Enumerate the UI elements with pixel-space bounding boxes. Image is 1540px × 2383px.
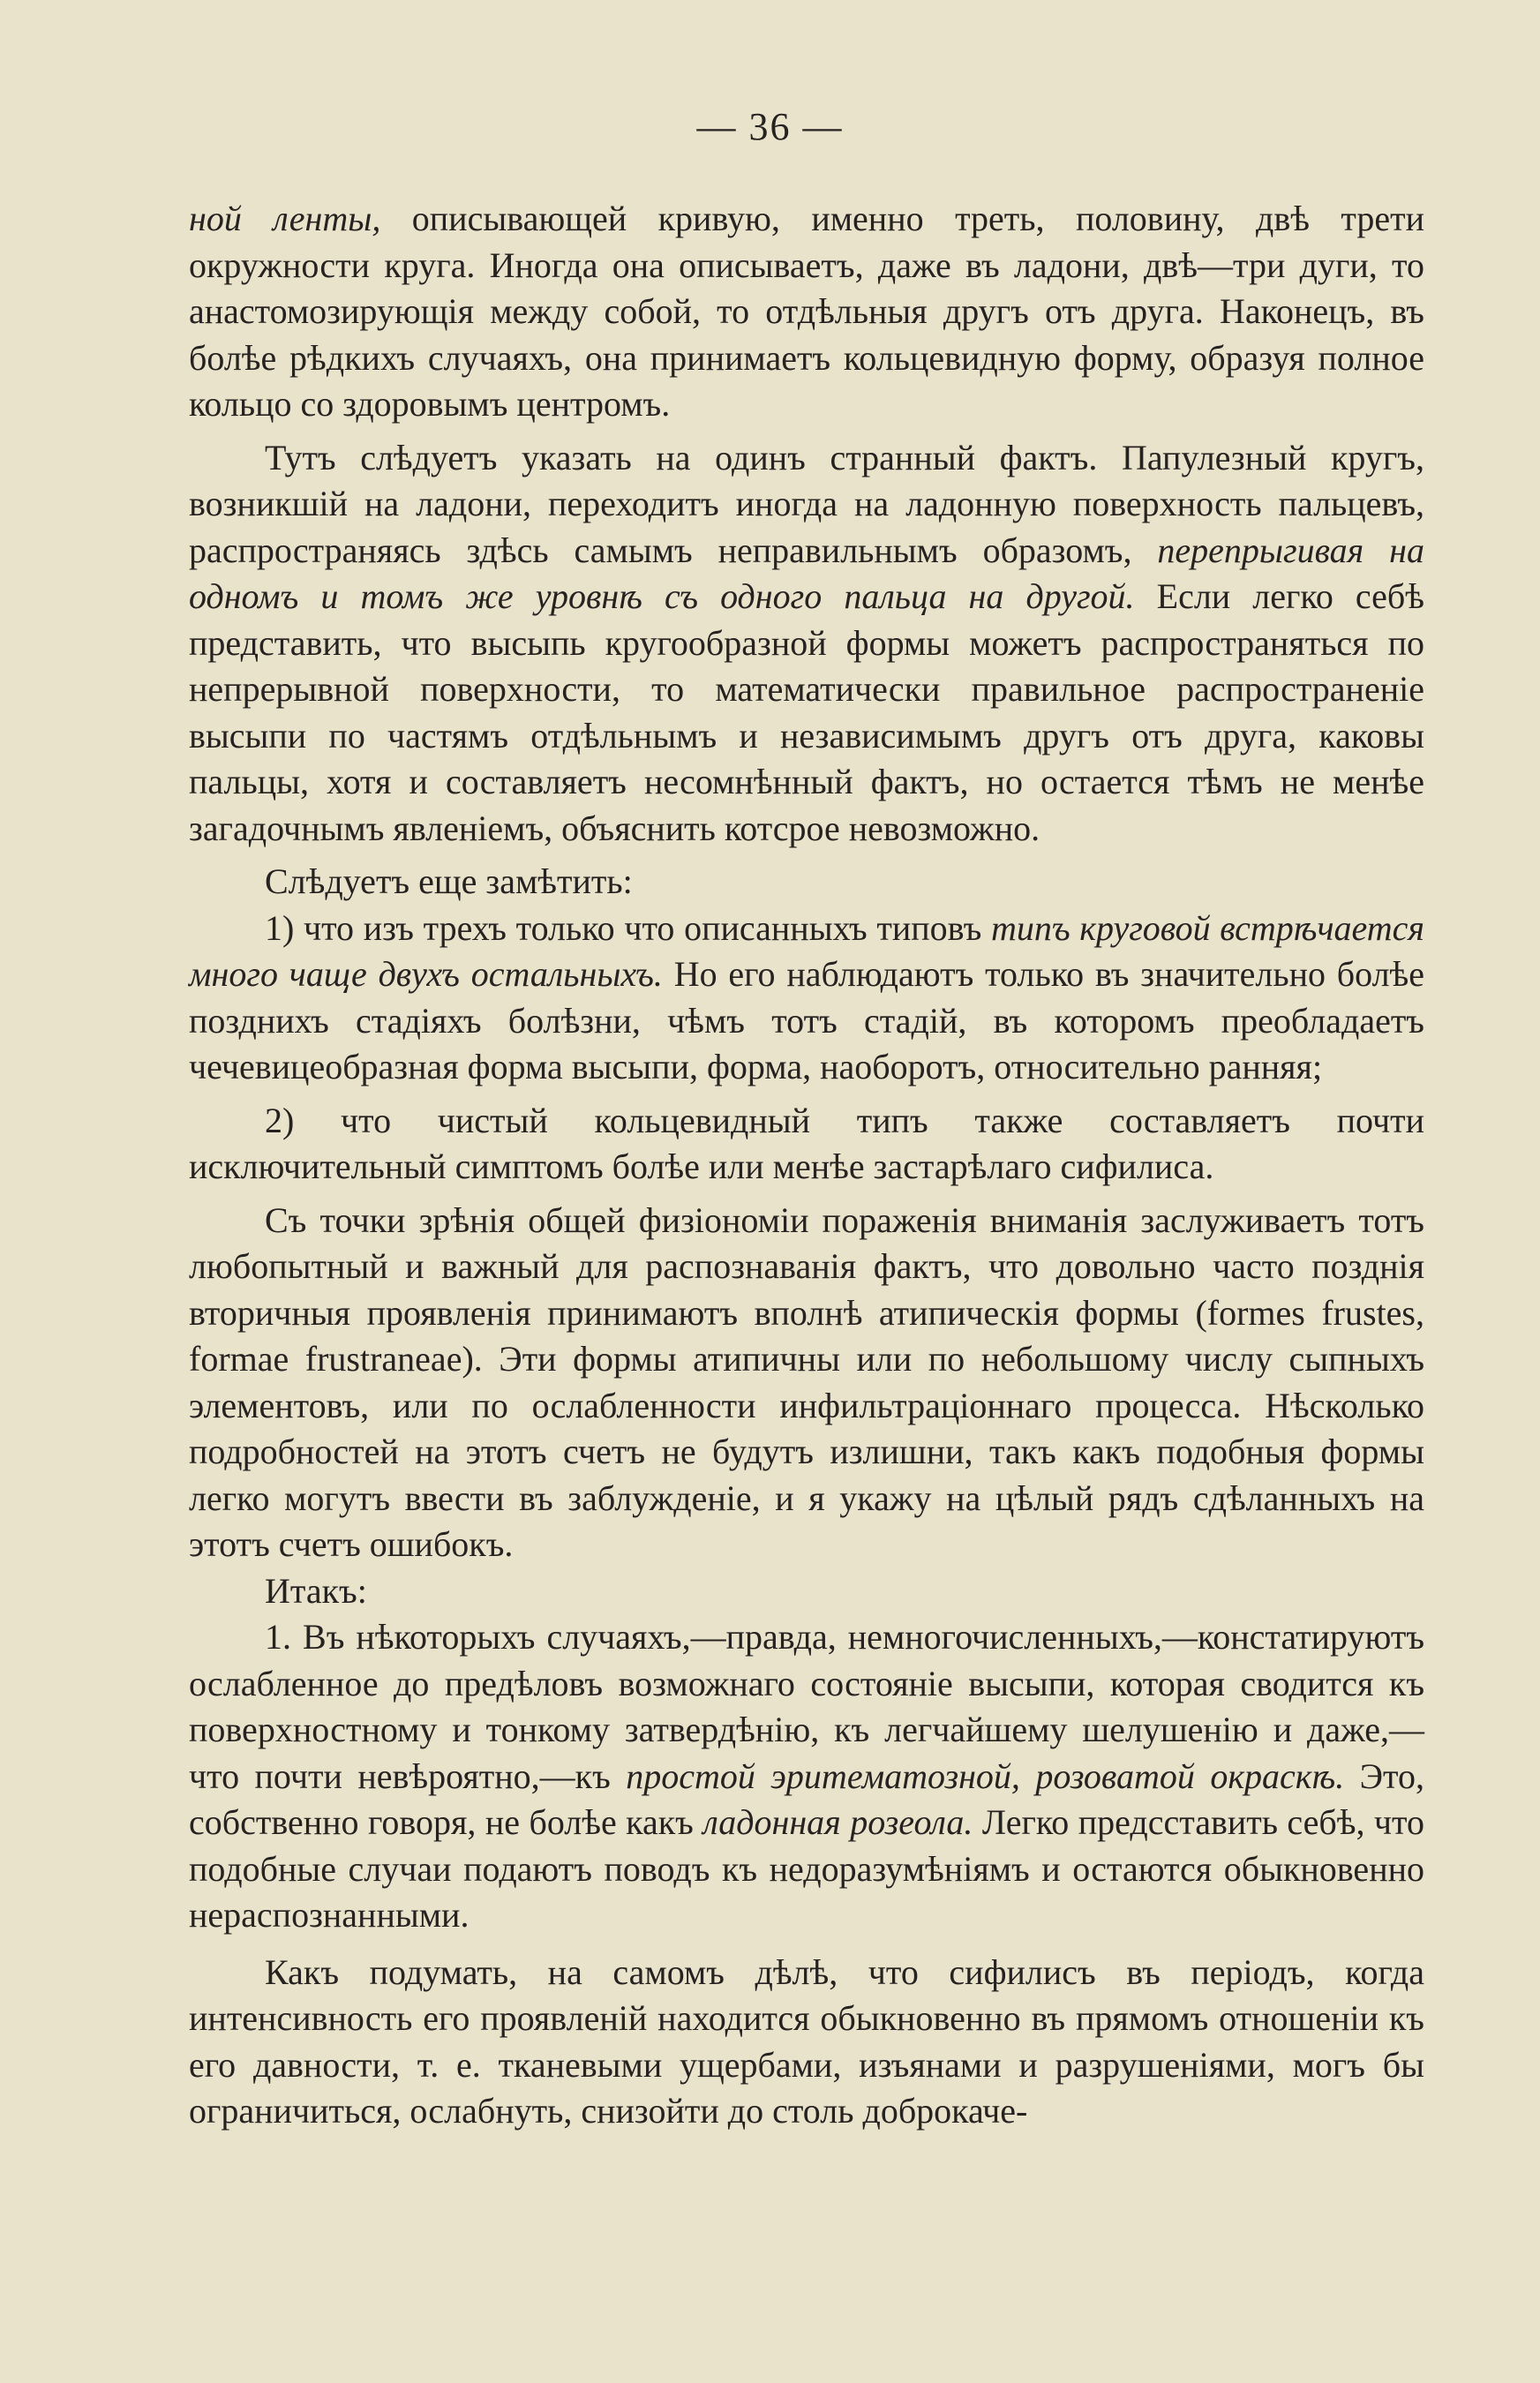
- paragraph: [189, 859, 1424, 906]
- paragraph: [189, 1098, 1424, 1191]
- page-number: — 36 —: [696, 105, 844, 148]
- text-run: Если легко себѣ представить, что высыпь кругообразной формы можетъ распространяться по непрерывной поверхности, то математически правильное распространеніе высыпи по частямъ отдѣльнымъ и независимымъ другъ отъ друга, каковы пальцы, хотя и составляетъ несомнѣнный фактъ, но остается тѣмъ не менѣе загадочнымъ явленіемъ, объяснить котсрое невозможно.: [189, 576, 1424, 848]
- text-run: Слѣдуетъ еще замѣтить:: [265, 861, 633, 901]
- text-run: Легко предсставить себѣ, что подобные случаи подаютъ поводъ къ недоразумѣніямъ и остаются обыкновенно нераспознанными.: [189, 1802, 1424, 1935]
- text-run: Но его наблюдаютъ только въ значительно болѣе позднихъ стадіяхъ болѣзни, чѣмъ тотъ стадій, въ которомъ преобладаетъ чечевицеобразная форма высыпи, форма, наоборотъ, относительно ранняя;: [189, 954, 1425, 1086]
- paragraph: [189, 1950, 1424, 2135]
- paragraph: [189, 1614, 1424, 1939]
- text-run: Съ точки зрѣнія общей физіономіи пораженія вниманія заслуживаетъ тотъ любопытный и важный для распознаванія фактъ, что довольно часто позднія вторичныя проявленія принимаютъ вполнѣ атипическія формы (formes frustes, formae frustraneae). Эти формы атипичны или по небольшому числу сыпныхъ элементовъ, или по ослабленности инфильтраціоннаго процесса. Нѣсколько подробностей на этотъ счетъ не будутъ излишни, такъ какъ подобныя формы легко могутъ ввести въ заблужденіе, и я укажу на цѣлый рядъ сдѣланныхъ на этотъ счетъ ошибокъ.: [189, 1199, 1424, 1564]
- italic-text: типъ круговой встрѣчается много чаще двухъ остальныхъ.: [189, 907, 1425, 994]
- text-run: Тутъ слѣдуетъ указать на одинъ странный фактъ. Папулезный кругъ, возникшій на ладони, переходитъ иногда на ладонную поверхность пальцевъ, распространяясь здѣсь самымъ неправильнымъ образомъ,: [189, 437, 1424, 570]
- text-run: описывающей кривую, именно треть, половину, двѣ трети окружности круга. Иногда она описываетъ, даже въ ладони, двѣ—три дуги, то анастомозирующія между собой, то отдѣльныя другъ отъ друга. Наконецъ, въ болѣе рѣдкихъ случаяхъ, она принимаетъ кольцевидную форму, образуя полное кольцо со здоровымъ центромъ.: [189, 199, 1424, 424]
- italic-text: ладонная розеола.: [702, 1802, 973, 1842]
- text-run: 2) что чистый кольцевидный типъ также составляетъ почти исключительный симптомъ болѣе или менѣе застарѣлаго сифилиса.: [189, 1100, 1424, 1186]
- paragraph: [189, 196, 1424, 428]
- paragraph: [189, 906, 1424, 1091]
- text-body: [189, 196, 1424, 2135]
- paragraph: [189, 435, 1424, 853]
- text-run: Итакъ:: [265, 1570, 367, 1611]
- italic-text: простой эритематозной, розоватой окраскѣ.: [626, 1755, 1345, 1796]
- text-run: 1) что изъ трехъ только что описанныхъ типовъ: [265, 907, 991, 948]
- italic-text: ной ленты,: [189, 199, 381, 238]
- text-run: Это, собственно говоря, не болѣе какъ: [189, 1755, 1425, 1842]
- paragraph: [189, 1568, 1424, 1615]
- italic-text: перепрыгивая на одномъ и томъ же уровнѣ съ одного пальца на другой.: [189, 530, 1424, 616]
- text-run: Какъ подумать, на самомъ дѣлѣ, что сифилисъ въ періодъ, когда интенсивность его проявленій находится обыкновенно въ прямомъ отношеніи къ его давности, т. е. тканевыми ущербами, изъянами и разрушеніями, могъ бы ограничиться, ослабнуть, снизойти до столь доброкаче-: [189, 1951, 1424, 2131]
- text-run: 1. Въ нѣкоторыхъ случаяхъ,—правда, немногочисленныхъ,—констатируютъ ослабленное до предѣловъ возможнаго состояніе высыпи, которая сводится къ поверхностному и тонкому затвердѣнію, къ легчайшему шелушенію и даже,—что почти невѣроятно,—къ: [189, 1617, 1424, 1796]
- paragraph: [189, 1198, 1424, 1568]
